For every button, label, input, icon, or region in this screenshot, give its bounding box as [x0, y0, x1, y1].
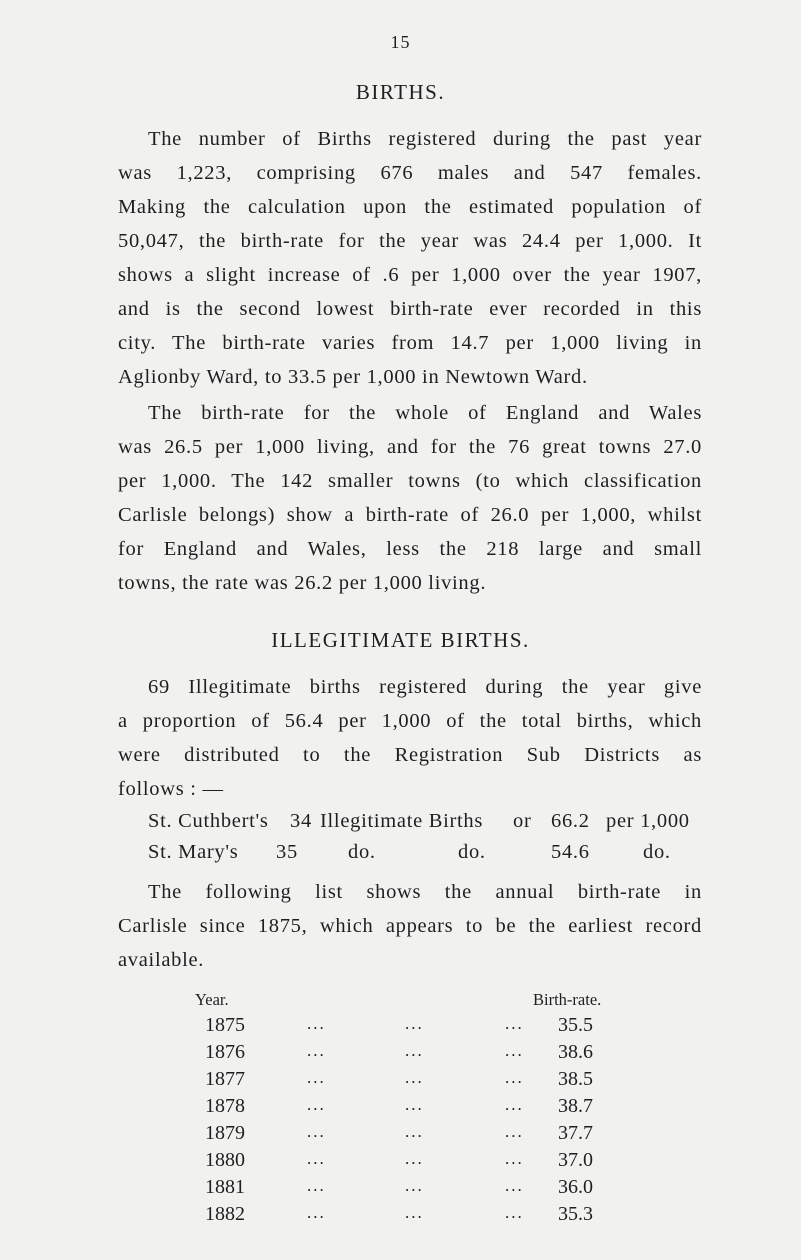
history-paragraph [118, 875, 702, 977]
text-line: a proportion of 56.4 per 1,000 of the total births, which [118, 710, 702, 732]
illegitimate-births-heading: ILLEGITIMATE BIRTHS. [271, 628, 530, 652]
district-description: Illegitimate Births [320, 810, 484, 832]
text-line: Carlisle belongs) show a birth-rate of 26.0 per 1,000, whilst [118, 504, 702, 526]
table-row: 1876 ... ... ... 38.6 [205, 1041, 593, 1063]
text-line: The number of Births registered during the past year [148, 128, 702, 150]
text-line: The birth-rate for the whole of England and Wales [148, 402, 702, 424]
district-count: 34 [290, 810, 312, 832]
column-header-year: Year. [195, 990, 229, 1009]
rate-cell: 38.7 [558, 1095, 593, 1117]
text-line: and is the second lowest birth-rate ever recorded in this [118, 298, 702, 320]
year-cell: 1881 [205, 1176, 245, 1198]
district-or: do. [458, 841, 486, 863]
table-row: 1880 ... ... ... 37.0 [205, 1149, 593, 1171]
text-line: per 1,000. The 142 smaller towns (to which classification [118, 470, 702, 492]
text-line: follows : — [118, 778, 224, 800]
table-row: 1881 ... ... ... 36.0 [205, 1176, 593, 1198]
table-row: 1877 ... ... ... 38.5 [205, 1068, 593, 1090]
rate-cell: 35.3 [558, 1203, 593, 1225]
text-line: Making the calculation upon the estimated population of [118, 196, 702, 218]
page-number: 15 [390, 32, 411, 52]
text-line: 69 Illegitimate births registered during the year give [148, 676, 702, 698]
year-cell: 1880 [205, 1149, 245, 1171]
rate-cell: 35.5 [558, 1014, 593, 1036]
year-cell: 1879 [205, 1122, 245, 1144]
table-row: 1879 ... ... ... 37.7 [205, 1122, 593, 1144]
text-line: for England and Wales, less the 218 large and small [118, 538, 702, 560]
column-header-birth-rate: Birth-rate. [533, 990, 602, 1009]
year-cell: 1875 [205, 1014, 245, 1036]
year-cell: 1876 [205, 1041, 245, 1063]
district-name: St. Cuthbert's [148, 810, 269, 832]
district-count: 35 [276, 841, 298, 863]
district-rate: 66.2 [551, 810, 590, 832]
table-row: 1875 ... ... ... 35.5 [205, 1014, 593, 1036]
text-line: available. [118, 949, 205, 971]
text-line: were distributed to the Registration Sub Districts as [118, 744, 702, 766]
year-cell: 1882 [205, 1203, 245, 1225]
text-line: The following list shows the annual birth-rate in [148, 881, 702, 903]
text-line: Carlisle since 1875, which appears to be the earliest record [118, 915, 702, 937]
rate-cell: 36.0 [558, 1176, 593, 1198]
district-name: St. Mary's [148, 841, 239, 863]
district-rate: 54.6 [551, 841, 590, 863]
year-cell: 1878 [205, 1095, 245, 1117]
births-paragraph-2 [118, 396, 702, 600]
text-line: shows a slight increase of .6 per 1,000 over the year 1907, [118, 264, 702, 286]
rate-cell: 38.6 [558, 1041, 593, 1063]
district-per: do. [643, 841, 671, 863]
text-line: was 26.5 per 1,000 living, and for the 76 great towns 27.0 [118, 436, 702, 458]
district-description: do. [348, 841, 376, 863]
births-heading: BIRTHS. [355, 80, 446, 104]
rate-cell: 37.0 [558, 1149, 593, 1171]
text-line: towns, the rate was 26.2 per 1,000 living. [118, 572, 487, 594]
text-line: 50,047, the birth-rate for the year was 24.4 per 1,000. It [118, 230, 702, 252]
text-line: city. The birth-rate varies from 14.7 per 1,000 living in [118, 332, 702, 354]
table-row: 1882 ... ... ... 35.3 [205, 1203, 593, 1225]
year-cell: 1877 [205, 1068, 245, 1090]
illegitimate-paragraph [118, 670, 702, 806]
district-or: or [513, 810, 532, 832]
rate-cell: 38.5 [558, 1068, 593, 1090]
table-row: 1878 ... ... ... 38.7 [205, 1095, 593, 1117]
text-line: Aglionby Ward, to 33.5 per 1,000 in Newtown Ward. [118, 366, 588, 388]
district-per: per 1,000 [606, 810, 690, 832]
rate-cell: 37.7 [558, 1122, 593, 1144]
births-paragraph-1 [118, 122, 702, 394]
text-line: was 1,223, comprising 676 males and 547 females. [118, 162, 702, 184]
